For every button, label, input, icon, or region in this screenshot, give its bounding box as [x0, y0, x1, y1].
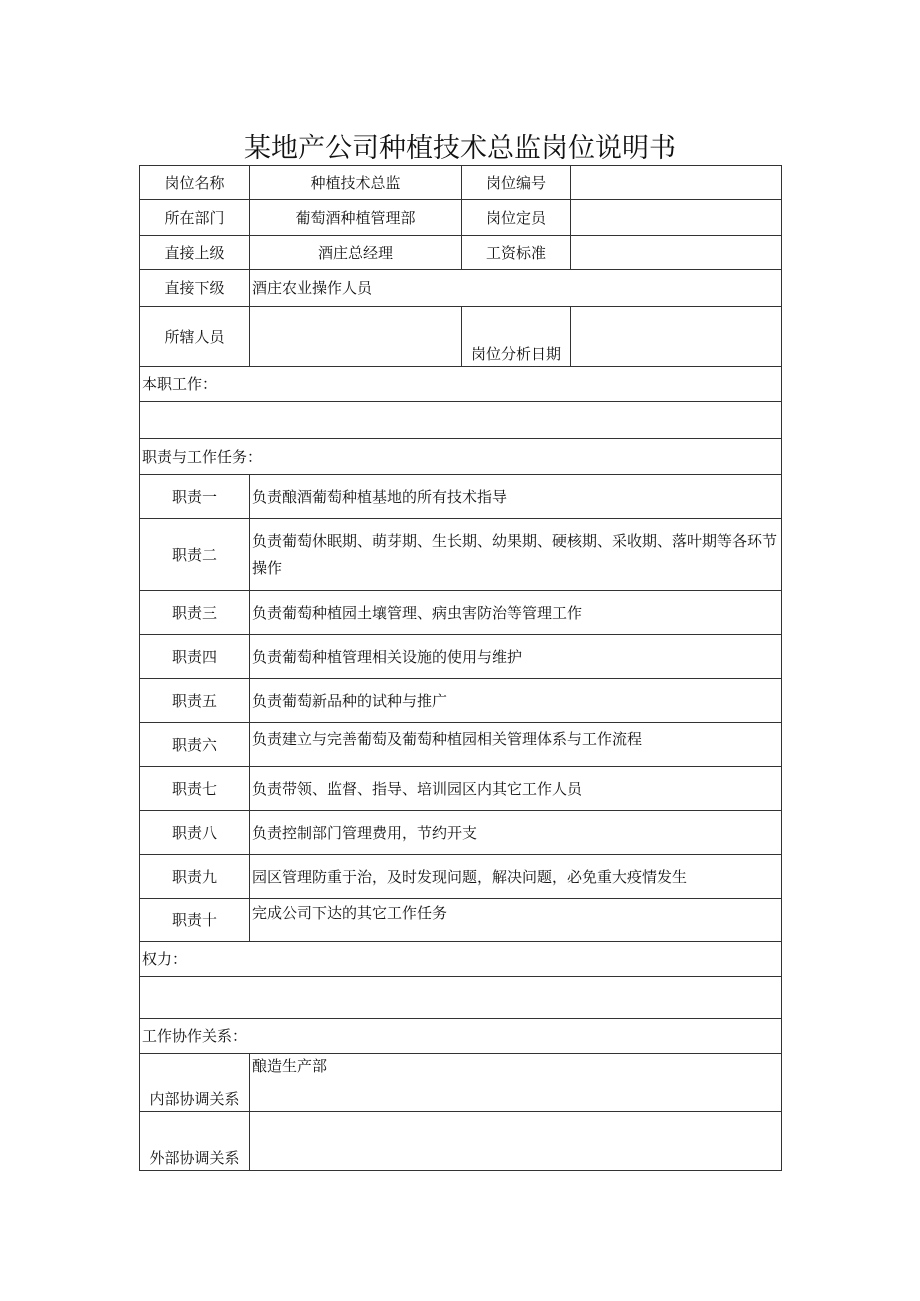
duty-row	[140, 475, 782, 519]
duty-row	[140, 679, 782, 723]
duty-name: 职责七	[140, 767, 250, 811]
duty-text: 负责葡萄种植园土壤管理、病虫害防治等管理工作	[250, 591, 782, 635]
row-job-work-content	[140, 402, 782, 439]
duty-name: 职责九	[140, 855, 250, 899]
row-authority-heading	[140, 942, 782, 977]
authority-heading: 权力：	[140, 942, 782, 977]
row-relations-heading	[140, 1019, 782, 1054]
position-quota-value	[571, 200, 782, 236]
duty-text: 负责葡萄种植管理相关设施的使用与维护	[250, 635, 782, 679]
position-name-label: 岗位名称	[140, 166, 250, 200]
duty-name: 职责五	[140, 679, 250, 723]
staff-label: 所辖人员	[140, 307, 250, 367]
duty-name: 职责一	[140, 475, 250, 519]
internal-relations-value: 酿造生产部	[250, 1054, 782, 1112]
external-relations-value	[250, 1112, 782, 1171]
duty-name: 职责三	[140, 591, 250, 635]
page-title: 某地产公司种植技术总监岗位说明书	[244, 133, 676, 164]
salary-value	[571, 236, 782, 270]
duty-text: 负责控制部门管理费用，节约开支	[250, 811, 782, 855]
duty-row	[140, 591, 782, 635]
authority-content	[140, 977, 782, 1019]
superior-value: 酒庄总经理	[250, 236, 462, 270]
duty-text: 负责建立与完善葡萄及葡萄种植园相关管理体系与工作流程	[250, 723, 782, 767]
duty-text: 负责葡萄休眠期、萌芽期、生长期、幼果期、硬核期、采收期、落叶期等各环节操作	[250, 519, 782, 591]
position-quota-label: 岗位定员	[462, 200, 571, 236]
duty-name: 职责六	[140, 723, 250, 767]
row-authority-content	[140, 977, 782, 1019]
job-work-content	[140, 402, 782, 439]
duty-row	[140, 723, 782, 767]
analysis-date-label: 岗位分析日期	[462, 307, 571, 367]
position-code-label: 岗位编号	[462, 166, 571, 200]
duty-text: 负责葡萄新品种的试种与推广	[250, 679, 782, 723]
superior-label: 直接上级	[140, 236, 250, 270]
department-value: 葡萄酒种植管理部	[250, 200, 462, 236]
internal-relations-label: 内部协调关系	[140, 1054, 250, 1112]
duty-name: 职责十	[140, 899, 250, 942]
row-internal-relations	[140, 1054, 782, 1112]
row-subordinate	[140, 270, 782, 307]
duty-name: 职责四	[140, 635, 250, 679]
duties-heading: 职责与工作任务：	[140, 439, 782, 475]
duty-text: 负责酿酒葡萄种植基地的所有技术指导	[250, 475, 782, 519]
duty-row	[140, 767, 782, 811]
row-staff	[140, 307, 782, 367]
duty-name: 职责二	[140, 519, 250, 591]
position-code-value	[571, 166, 782, 200]
subordinate-value: 酒庄农业操作人员	[250, 270, 782, 307]
subordinate-label: 直接下级	[140, 270, 250, 307]
row-external-relations	[140, 1112, 782, 1171]
relations-heading: 工作协作关系：	[140, 1019, 782, 1054]
duty-row	[140, 635, 782, 679]
duty-row	[140, 519, 782, 591]
department-label: 所在部门	[140, 200, 250, 236]
row-department	[140, 200, 782, 236]
duty-row	[140, 811, 782, 855]
row-superior	[140, 236, 782, 270]
row-duties-heading	[140, 439, 782, 475]
duty-text: 完成公司下达的其它工作任务	[250, 899, 782, 942]
staff-value	[250, 307, 462, 367]
row-position-name	[140, 166, 782, 200]
duty-row	[140, 855, 782, 899]
duty-row	[140, 899, 782, 942]
salary-label: 工资标准	[462, 236, 571, 270]
job-work-heading: 本职工作：	[140, 367, 782, 402]
duty-text: 园区管理防重于治，及时发现问题，解决问题，必免重大疫情发生	[250, 855, 782, 899]
job-description-table	[139, 165, 782, 1171]
external-relations-label: 外部协调关系	[140, 1112, 250, 1171]
duty-text: 负责带领、监督、指导、培训园区内其它工作人员	[250, 767, 782, 811]
row-job-work-heading	[140, 367, 782, 402]
analysis-date-value	[571, 307, 782, 367]
position-name-value: 种植技术总监	[250, 166, 462, 200]
duty-name: 职责八	[140, 811, 250, 855]
